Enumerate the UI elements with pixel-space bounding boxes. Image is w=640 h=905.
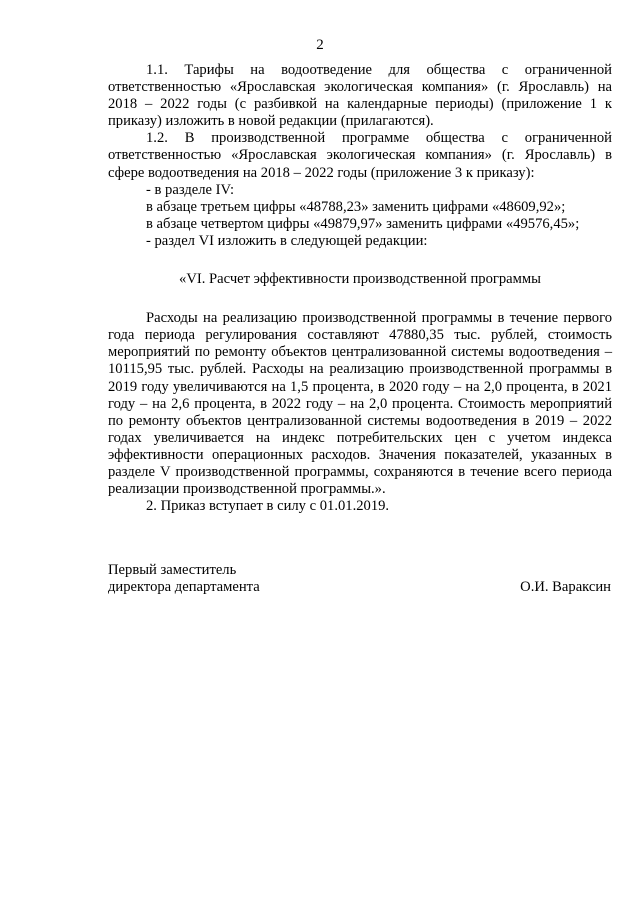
section-vi-paragraph: Расходы на реализацию производственной программы в течение первого года периода регулирования составляют 47880,35 тыс. рублей, стоимость мероприятий по ремонту объектов централизованной системы водоотведения – 10115,95 тыс. рублей. Расходы на реализацию производственной программы в 2019 году увеличиваются на 1,5 процента, в 2020 году – на 2,0 процента, в 2021 году – на 2,6 процента, в 2022 году – на 2,0 процента. Стоимость мероприятий по ремонту объектов централизованной системы водоотведения в 2019 – 2022 годах увеличивается на индекс потребительских цен с учетом индекса эффективности операционных расходов. Значения показателей, указанных в разделе V производственной программы, сохраняются в течение всего периода реализации производственной программы.». — [108, 310, 612, 498]
subitem-paragraph-four: в абзаце четвертом цифры «49879,97» заменить цифрами «49576,45»; — [146, 215, 580, 232]
order-body — [108, 62, 612, 515]
item-2-paragraph: 2. Приказ вступает в силу с 01.01.2019. — [146, 498, 390, 515]
page-number: 2 — [316, 37, 324, 53]
signature-line — [108, 579, 612, 596]
signatory-name: О.И. Вараксин — [520, 579, 611, 595]
subitem-paragraph-three: в абзаце третьем цифры «48788,23» заменить цифрами «48609,92»; — [146, 198, 566, 215]
signatory-title-line-1: Первый заместитель — [108, 562, 237, 578]
signature-block — [108, 562, 612, 596]
item-1-1-paragraph: 1.1. Тарифы на водоотведение для общества с ограниченной ответственностью «Ярославская экологическая компания» (г. Ярославль) на 2018 – 2022 годы (с разбивкой на календарные периоды) (приложение 1 к приказу) изложить в новой редакции (прилагаются). — [108, 62, 612, 130]
item-1-2-paragraph: 1.2. В производственной программе общества с ограниченной ответственностью «Ярославская экологическая компания» (г. Ярославль) в сфере водоотведения на 2018 – 2022 годы (приложение 3 к приказу): — [108, 130, 612, 181]
subitem-section-iv: - в разделе IV: — [146, 181, 235, 198]
section-vi-heading: «VI. Расчет эффективности производственной программы — [179, 271, 541, 288]
subitem-section-vi: - раздел VI изложить в следующей редакции: — [146, 232, 428, 249]
signatory-title-line-2: директора департамента — [108, 579, 260, 595]
